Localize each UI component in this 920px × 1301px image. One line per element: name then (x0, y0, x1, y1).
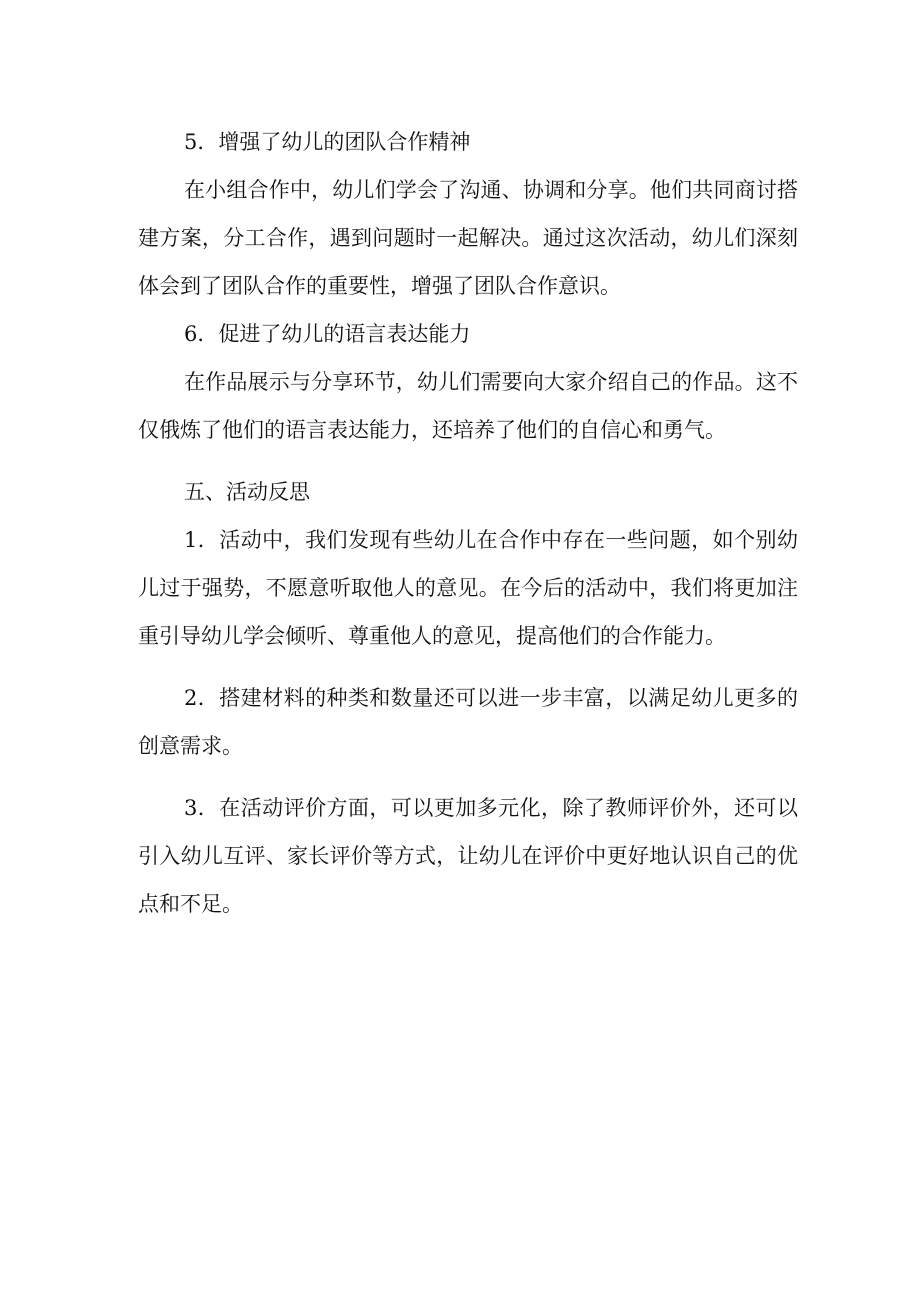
reflection-item-3: 3．在活动评价方面，可以更加多元化，除了教师评价外，还可以引入幼儿互评、家长评价等方式，让幼儿在评价中更好地认识自己的优点和不足。 (138, 796, 798, 916)
paragraph-language: 在作品展示与分享环节，幼儿们需要向大家介绍自己的作品。这不仅俄炼了他们的语言表达能力，还培养了他们的自信心和勇气。 (138, 370, 798, 442)
paragraph-teamwork: 在小组合作中，幼儿们学会了沟通、协调和分享。他们共同商讨搭建方案，分工合作，遇到问题时一起解决。通过这次活动，幼儿们深刻体会到了团队合作的重要性，增强了团队合作意识。 (138, 178, 798, 298)
section-heading-reflection: 五、活动反思 (184, 480, 310, 504)
section-heading-6: 6．促进了幼儿的语言表达能力 (184, 322, 471, 346)
reflection-item-2: 2．搭建材料的种类和数量还可以进一步丰富，以满足幼儿更多的创意需求。 (138, 686, 798, 758)
reflection-item-1: 1．活动中，我们发现有些幼儿在合作中存在一些问题，如个别幼儿过于强势，不愿意听取他人的意见。在今后的活动中，我们将更加注重引导幼儿学会倾听、尊重他人的意见，提高他们的合作能力。 (138, 528, 798, 648)
section-heading-5: 5．增强了幼儿的团队合作精神 (184, 130, 471, 154)
document-body (138, 118, 798, 928)
